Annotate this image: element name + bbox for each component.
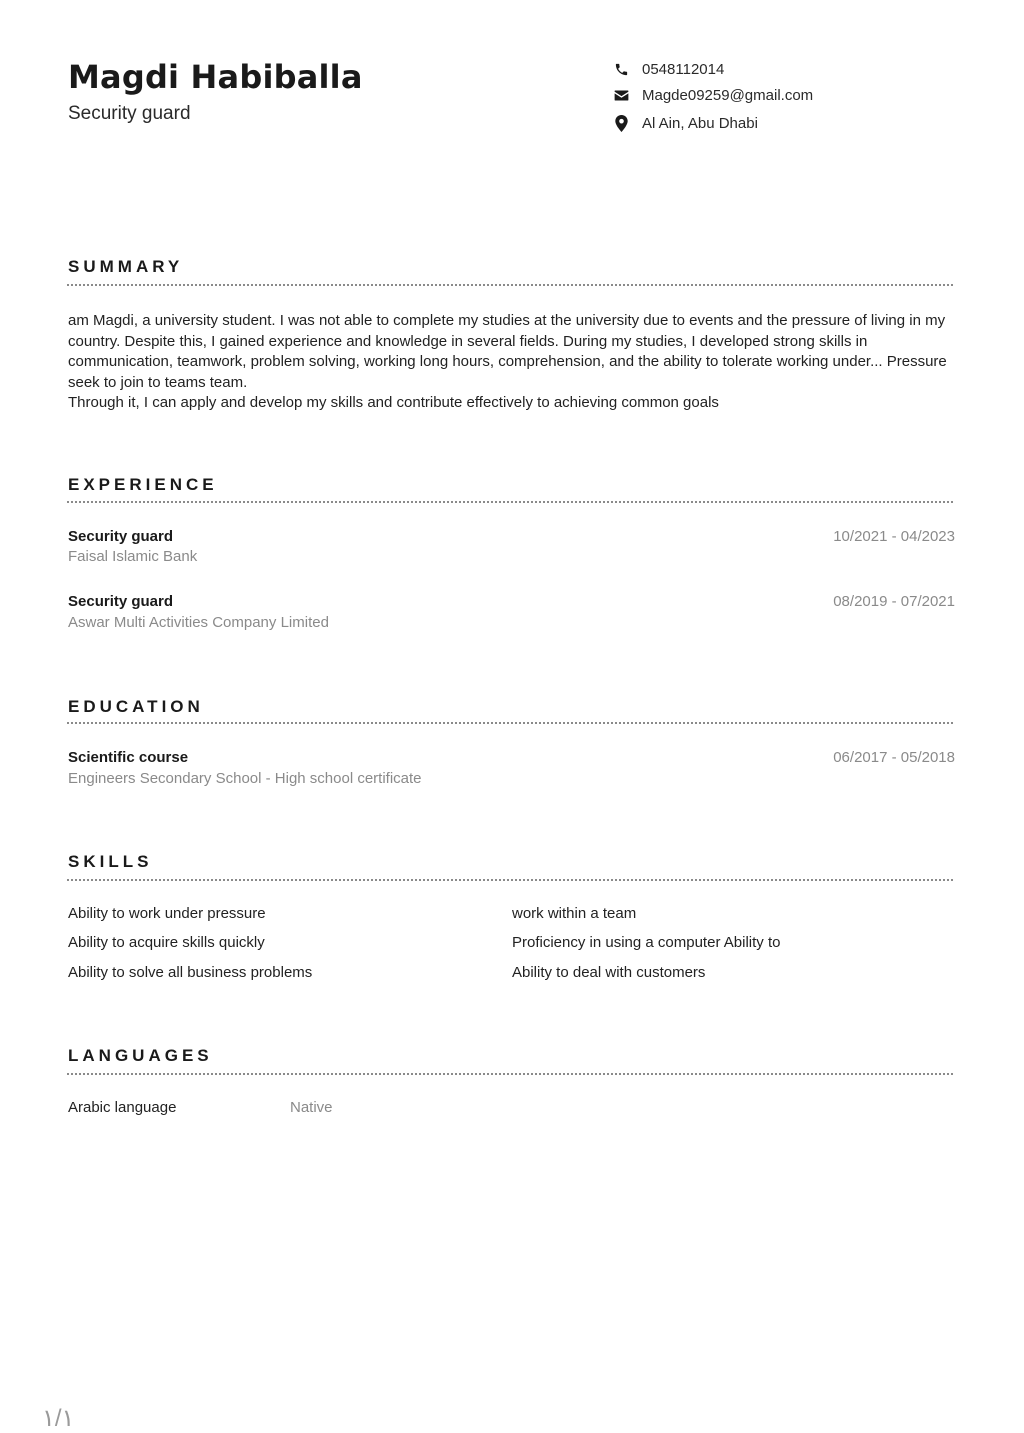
languages-divider bbox=[67, 1073, 953, 1075]
experience-role: Security guard bbox=[68, 528, 174, 545]
experience-company: Aswar Multi Activities Company Limited bbox=[68, 614, 329, 631]
contact-email bbox=[612, 84, 992, 106]
skill-item: Ability to solve all business problems bbox=[68, 964, 313, 981]
map-pin-icon bbox=[612, 114, 630, 132]
experience-divider bbox=[67, 501, 953, 503]
envelope-icon bbox=[612, 86, 630, 104]
skills-divider bbox=[67, 879, 953, 881]
skill-item: work within a team bbox=[512, 905, 637, 922]
language-name: Arabic language bbox=[68, 1099, 177, 1116]
languages-heading: LANGUAGES bbox=[68, 1046, 213, 1065]
education-dates: 06/2017 - 05/2018 bbox=[833, 749, 955, 766]
experience-heading: EXPERIENCE bbox=[68, 475, 218, 494]
education-divider bbox=[67, 722, 953, 724]
education-course: Scientific course bbox=[68, 749, 189, 766]
contact-phone bbox=[612, 58, 992, 80]
job-title: Security guard bbox=[68, 103, 191, 124]
location-text: Al Ain, Abu Dhabi bbox=[642, 114, 758, 132]
contact-location bbox=[612, 112, 992, 134]
summary-text bbox=[68, 311, 954, 414]
phone-icon bbox=[612, 60, 630, 78]
candidate-name: Magdi Habiballa bbox=[68, 58, 363, 96]
summary-paragraph-1: am Magdi, a university student. I was not able to complete my studies at the university due to events and the pressure of living in my country. Despite this, I gained experience and knowledge in several fields. During my studies, I developed strong skills in communication, teamwork, problem solving, working long hours, comprehension, and the ability to tolerate working under... Pressure seek to join to teams team. bbox=[68, 312, 947, 391]
education-school: Engineers Secondary School - High school certificate bbox=[68, 770, 422, 787]
education-heading: EDUCATION bbox=[68, 697, 204, 716]
skill-item: Ability to work under pressure bbox=[68, 905, 266, 922]
email-text: Magde09259@gmail.com bbox=[642, 86, 814, 104]
summary-paragraph-2: Through it, I can apply and develop my skills and contribute effectively to achieving common goals bbox=[68, 394, 719, 411]
experience-company: Faisal Islamic Bank bbox=[68, 548, 198, 565]
experience-dates: 08/2019 - 07/2021 bbox=[833, 593, 955, 610]
page-number: ١/١ bbox=[42, 1405, 75, 1432]
skill-item: Ability to acquire skills quickly bbox=[68, 934, 265, 951]
summary-divider bbox=[67, 284, 953, 286]
language-level: Native bbox=[290, 1099, 333, 1116]
skill-item: Proficiency in using a computer Ability to bbox=[512, 934, 781, 951]
experience-dates: 10/2021 - 04/2023 bbox=[833, 528, 955, 545]
skills-heading: SKILLS bbox=[68, 852, 153, 871]
experience-role: Security guard bbox=[68, 593, 174, 610]
skill-item: Ability to deal with customers bbox=[512, 964, 706, 981]
summary-heading: SUMMARY bbox=[68, 257, 184, 276]
phone-text: 0548112014 bbox=[642, 60, 725, 78]
